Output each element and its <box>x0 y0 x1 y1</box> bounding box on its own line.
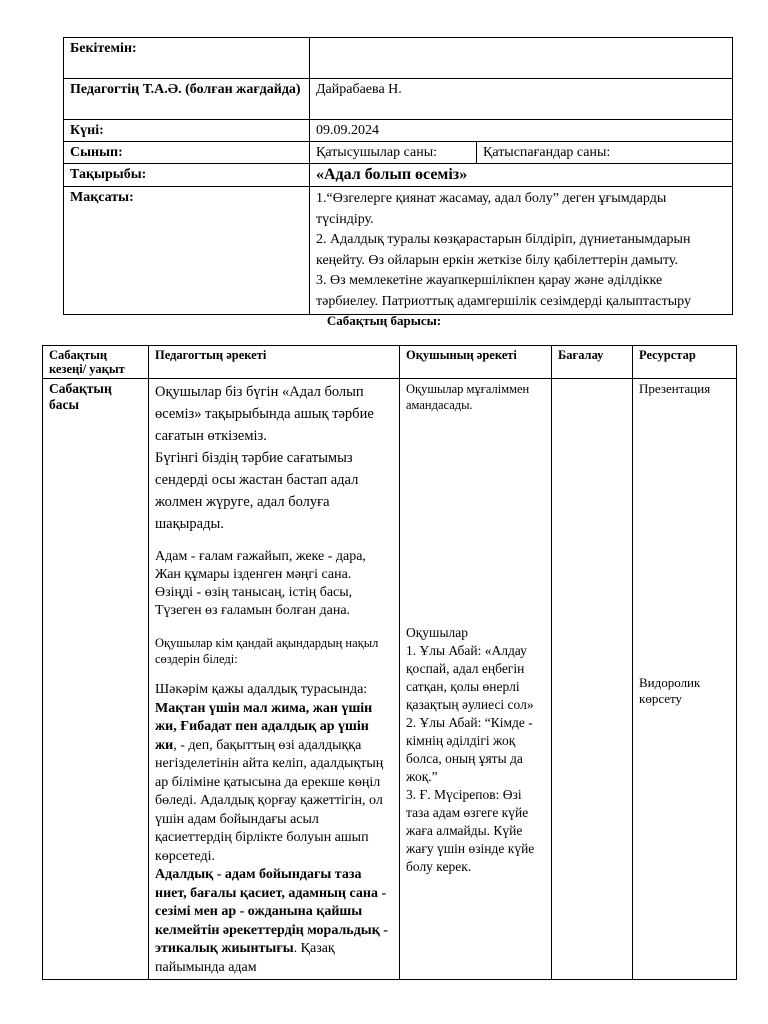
header-resources: Ресурстар <box>633 346 737 379</box>
class-label: Сынып: <box>64 142 310 164</box>
poem-line: Өзіңді - өзің танысаң, істің басы, <box>155 585 353 600</box>
header-assessment: Бағалау <box>552 346 633 379</box>
topic-value: «Адал болып өсеміз» <box>310 164 733 187</box>
teacher-name-value: Дайрабаева Н. <box>310 79 733 120</box>
date-value: 09.09.2024 <box>310 120 733 142</box>
teacher-question: Оқушылар кім қандай ақындардың нақыл сөздерін біледі: <box>155 636 379 666</box>
date-label: Күні: <box>64 120 310 142</box>
shakarim-quote: Мақтан үшін мал жима, жан үшін жи, Ғибадат пен адалдық ар үшін жи <box>155 700 373 753</box>
honesty-definition: Адалдық - адам бойындағы таза ниет, бағалы қасиет, адамның сана - сезімі мен ар - ожданына қайшы келмейтін әрекеттердің моральдық - этикалық жиынтығы <box>155 867 388 956</box>
goals-label: Мақсаты: <box>64 187 310 315</box>
absent-count-label: Қатыспағандар саны: <box>477 142 733 164</box>
student-answer: 1. Ұлы Абай: «Алдау қоспай, адал еңбегін сатқан, қолы өнерлі қазақтың әулиесі сол» <box>406 643 534 712</box>
header-teacher-actions: Педагогтың әрекеті <box>149 346 400 379</box>
student-actions-cell <box>400 379 552 980</box>
stage-cell: Сабақтың басы <box>43 379 149 980</box>
header-student-actions: Оқушының әрекеті <box>400 346 552 379</box>
resource-presentation: Презентация <box>639 381 711 396</box>
lesson-flow-title: Сабақтың барысы: <box>326 313 442 328</box>
student-answer: 3. Ғ. Мүсірепов: Өзі таза адам өзгеге күйе жаға алмайды. Күйе жағу үшін өзінде күйе болу керек. <box>406 787 535 874</box>
student-greeting: Оқушылар мұғаліммен амандасады. <box>406 382 530 412</box>
poem-line: Жан құмары ізденген мәңгі сана. <box>155 567 352 582</box>
goals-cell <box>310 187 733 315</box>
resource-video: Видоролик көрсету <box>639 675 701 706</box>
present-count-label: Қатысушылар саны: <box>310 142 477 164</box>
shakarim-intro: Шәкәрім қажы адалдық турасында: <box>155 682 368 697</box>
approved-value <box>310 38 733 79</box>
shakarim-commentary: , - деп, бақыттың өзі адалдыққа негізделетінін айта келіп, адалдықтың ар біліміне қатысына да ерекше көңіл бөледі. Адалдық қорғау қажеттігін, ол үшін адам бойындағы асыл қасиеттердің бірлікте болуын ашып көрсетеді. <box>155 737 384 864</box>
assessment-cell <box>552 379 633 980</box>
student-answer: 2. Ұлы Абай: “Кімде - кімнің әділдігі жоқ болса, оның ұяты да жоқ.” <box>406 715 533 784</box>
poem-line: Түзеген өз ғаламын болған дана. <box>155 603 351 618</box>
students-label: Оқушылар <box>406 625 469 640</box>
header-table <box>63 37 733 315</box>
resources-cell <box>633 379 737 980</box>
goal-item: 2. Адалдық туралы көзқарастарын білдіріп, дүниетанымдарын кеңейту. Өз ойларын еркін жеткізе білу қабілеттерін дамыту. <box>316 232 691 268</box>
poem-line: Адам - ғалам ғажайып, жеке - дара, <box>155 549 366 564</box>
goal-item: 3. Өз мемлекетіне жауапкершілікпен қарау және әділдікке тәрбиелеу. Патриоттық адамгершілік сезімдерді қалыптастыру <box>316 273 691 309</box>
header-stage: Сабақтың кезеңі/ уақыт <box>43 346 149 379</box>
goal-item: 1.“Өзгелерге қиянат жасамау, адал болу” деген ұғымдарды түсіндіру. <box>316 191 667 227</box>
teacher-intro-2: Бүгінгі біздің тәрбие сағатымыз сендерді осы жастан бастап адал жолмен жүруге, адал болуға шақырады. <box>155 450 359 532</box>
teacher-actions-cell <box>149 379 400 980</box>
teacher-intro: Оқушылар біз бүгін «Адал болып өсеміз» тақырыбында ашық тәрбие сағатын өткіземіз. <box>155 384 374 444</box>
approved-label: Бекітемін: <box>64 38 310 79</box>
definition-tail: . Қазақ пайымында адам <box>155 941 335 975</box>
lesson-table <box>42 345 737 980</box>
shakarim-paragraph <box>155 681 393 977</box>
teacher-name-label: Педагогтің Т.А.Ә. (болған жағдайда) <box>64 79 310 120</box>
topic-label: Тақырыбы: <box>64 164 310 187</box>
